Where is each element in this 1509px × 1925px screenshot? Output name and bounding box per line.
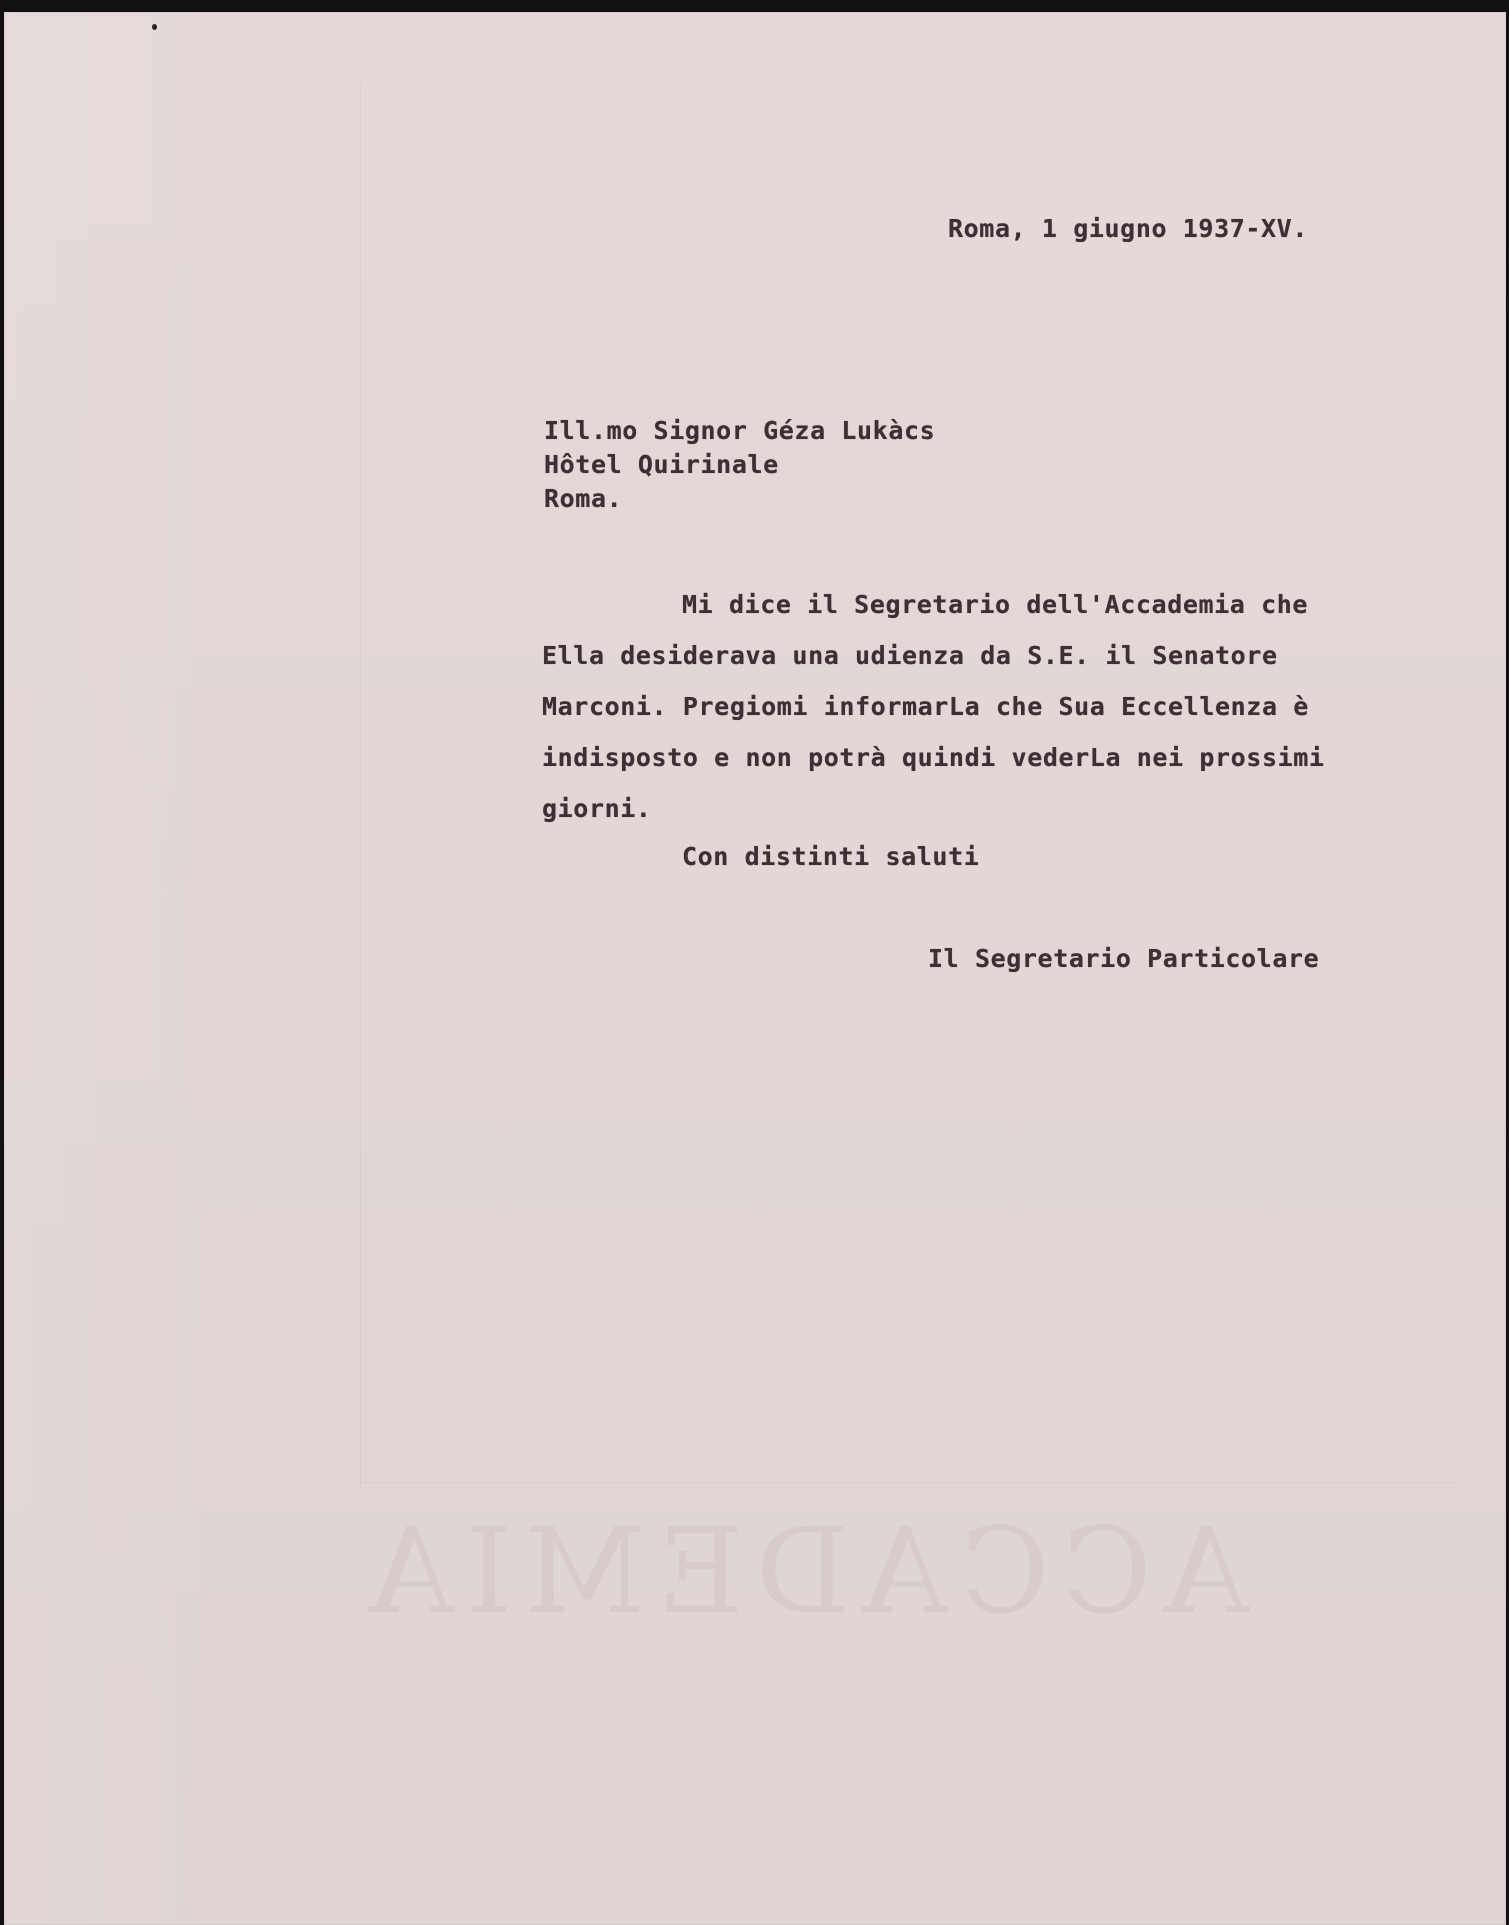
reverse-side-show-through: ACCADEMIA: [356, 1502, 1249, 1640]
paper-fold-line-bottom: [360, 1482, 1460, 1483]
body-line: Mi dice il Segretario dell'Accademia che: [682, 590, 1309, 619]
closing-salutation: Con distinti saluti: [682, 842, 980, 871]
body-line: Marconi. Pregiomi informarLa che Sua Eccellenza è: [542, 692, 1309, 721]
ink-speck: [152, 24, 157, 30]
date-line: Roma, 1 giugno 1937-XV.: [948, 214, 1308, 243]
body-line: Ella desiderava una udienza da S.E. il Senatore: [542, 641, 1278, 670]
recipient-city: Roma.: [544, 484, 623, 513]
body-line: indisposto e non potrà quindi vederLa nei prossimi: [542, 743, 1325, 772]
body-line: giorni.: [542, 794, 652, 823]
paper-fold-line: [360, 82, 361, 1487]
signature-title: Il Segretario Particolare: [928, 944, 1320, 973]
recipient-hotel: Hôtel Quirinale: [544, 450, 779, 479]
letter-sheet: [4, 12, 1506, 1925]
recipient-name: Ill.mo Signor Géza Lukàcs: [544, 416, 936, 445]
